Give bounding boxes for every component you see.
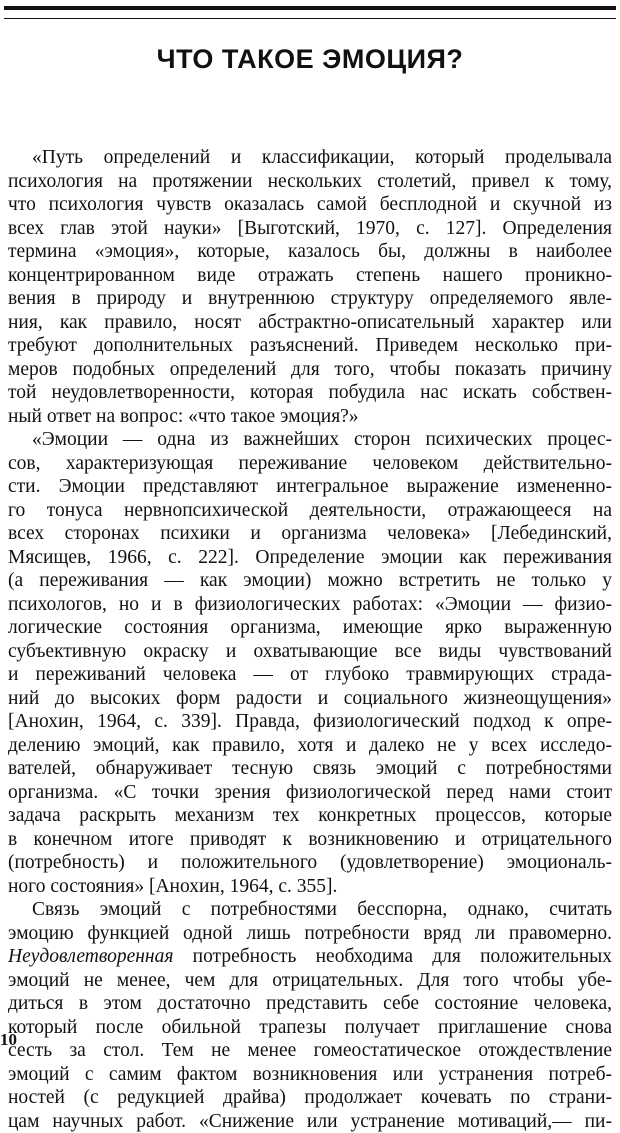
text-line: цам научных работ. «Снижение или устранение мотиваций,— пи-: [8, 1110, 612, 1133]
text-line: эмоций с самим фактом возникновения или устранения потреб-: [8, 1063, 612, 1087]
text-line: и переживаний человека — от глубоко травмирующих страда-: [8, 663, 612, 687]
text-line: делению эмоций, как правило, хотя и далеко не у всех исследо-: [8, 734, 612, 758]
chapter-title: ЧТО ТАКОЕ ЭМОЦИЯ?: [0, 44, 620, 75]
text-line: вателей, обнаруживает тесную связь эмоций с потребностями: [8, 757, 612, 781]
text-line: диться в этом достаточно представить себе состояние человека,: [8, 992, 612, 1016]
page-number: 10: [0, 1030, 17, 1050]
text-line: ния, как правило, носят абстрактно-описательный характер или: [8, 311, 612, 335]
text-line: сти. Эмоции представляют интегральное выражение измененно-: [8, 475, 612, 499]
italic-word: Неудовлетворенная: [8, 946, 173, 967]
text-line: логические состояния организма, имеющие ярко выраженную: [8, 616, 612, 640]
text-line: что психология чувств оказалась самой бесплодной и скучной из: [8, 193, 612, 217]
text-line: психология на протяжении нескольких столетий, привел к тому,: [8, 170, 612, 194]
text-line: ный ответ на вопрос: «что такое эмоция?»: [8, 405, 612, 429]
text-line: всех сторонах психики и организма человека» [Лебединский,: [8, 522, 612, 546]
text-line: организма. «С точки зрения физиологической перед нами стоит: [8, 781, 612, 805]
text-line: ний до высоких форм радости и социального жизнеощущения»: [8, 687, 612, 711]
text-line: «Путь определений и классификации, который проделывала: [8, 146, 612, 170]
text-line: субъективную окраску и охватывающие все виды чувствований: [8, 640, 612, 664]
top-rule: [4, 6, 616, 19]
text-line: «Эмоции — одна из важнейших сторон психических процес-: [8, 428, 612, 452]
text-line: Связь эмоций с потребностями бесспорна, однако, считать: [8, 898, 612, 922]
text-line: который после обильной трапезы получает приглашение снова: [8, 1016, 612, 1040]
text-line: Мясищев, 1966, с. 222]. Определение эмоции как переживания: [8, 546, 612, 570]
text-line: требуют дополнительных разъяснений. Приведем несколько при-: [8, 334, 612, 358]
text-line: той неудовлетворенности, которая побудила нас искать собствен-: [8, 381, 612, 405]
text-line: сов, характеризующая переживание человеком действительно-: [8, 452, 612, 476]
text-line: [8, 945, 612, 969]
text-line: го тонуса нервнопсихической деятельности, отражающееся на: [8, 499, 612, 523]
line-text: потребность необходима для положительных: [173, 946, 612, 967]
text-line: ного состояния» [Анохин, 1964, с. 355].: [8, 875, 612, 899]
text-line: концентрированном виде отражать степень нашего проникно-: [8, 264, 612, 288]
text-line: в конечном итоге приводят к возникновению и отрицательного: [8, 828, 612, 852]
text-line: задача раскрыть механизм тех конкретных процессов, которые: [8, 804, 612, 828]
text-line: психологов, но и в физиологических работах: «Эмоции — физио-: [8, 593, 612, 617]
text-line: вения в природу и внутреннюю структуру определяемого явле-: [8, 287, 612, 311]
text-line: меров подобных определений для того, чтобы показать причину: [8, 358, 612, 382]
text-line: эмоций не менее, чем для отрицательных. Для того чтобы убе-: [8, 969, 612, 993]
text-line: сесть за стол. Тем не менее гомеостатическое отождествление: [8, 1039, 612, 1063]
text-line: эмоцию функцией одной лишь потребности вряд ли правомерно.: [8, 922, 612, 946]
text-line: термина «эмоция», которые, казалось бы, должны в наиболее: [8, 240, 612, 264]
text-line: ностей (с редукцией драйва) продолжает кочевать по страни-: [8, 1086, 612, 1110]
text-line: всех глав этой науки» [Выготский, 1970, с. 127]. Определения: [8, 217, 612, 241]
body-text: [8, 146, 612, 1133]
text-line: [Анохин, 1964, с. 339]. Правда, физиологический подход к опре-: [8, 710, 612, 734]
text-line: (а переживания — как эмоции) можно встретить не только у: [8, 569, 612, 593]
text-line: (потребность) и положительного (удовлетворение) эмоциональ-: [8, 851, 612, 875]
